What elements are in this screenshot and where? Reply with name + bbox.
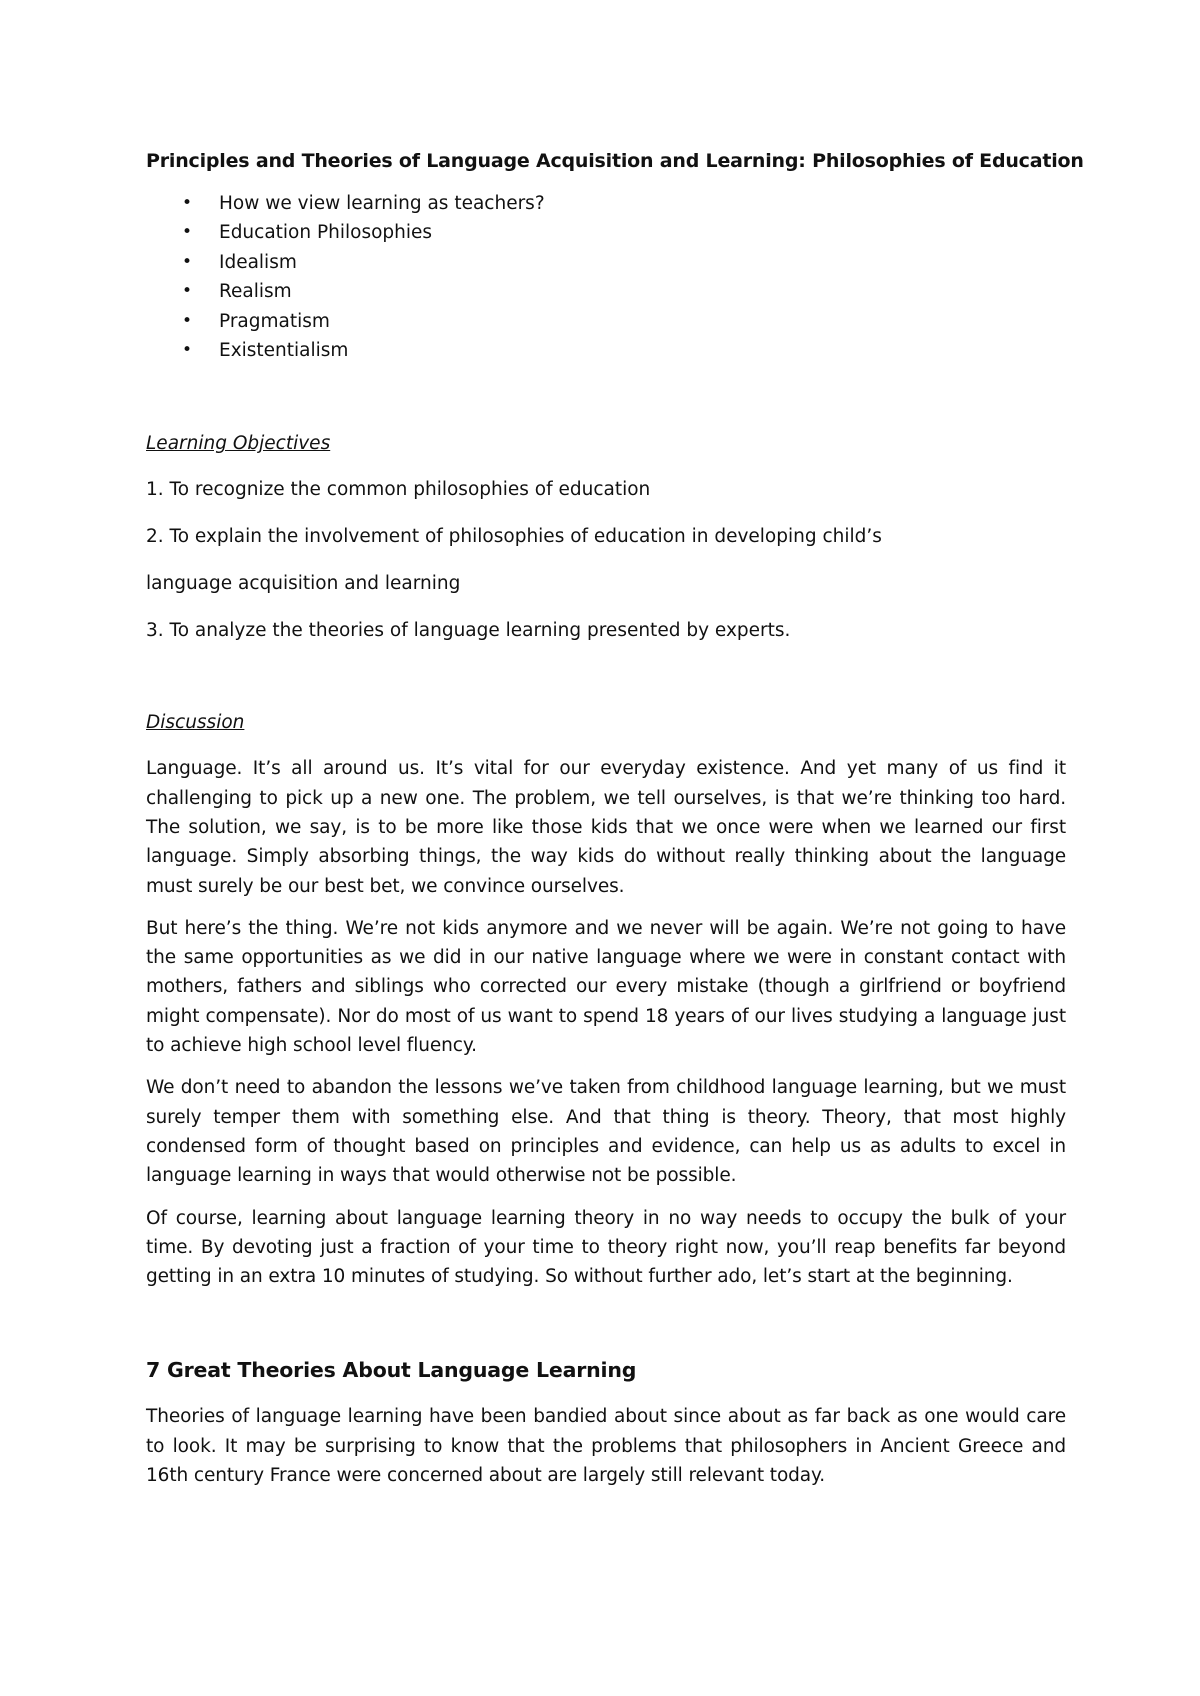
topic-list: [146, 189, 1066, 365]
topic-list-item: [146, 248, 1066, 277]
bullet-icon: •: [182, 310, 193, 331]
topic-list-item: [146, 277, 1066, 306]
bullet-icon: •: [182, 222, 193, 243]
topic-list-item: [146, 189, 1066, 218]
objective-line: 3. To analyze the theories of language learning presented by experts.: [146, 620, 791, 642]
topic-label: Pragmatism: [219, 310, 330, 332]
bullet-icon: •: [182, 251, 193, 272]
bullet-icon: •: [182, 339, 193, 360]
objective-line: language acquisition and learning: [146, 573, 461, 595]
topic-label: Existentialism: [219, 339, 349, 361]
document-body: [146, 148, 1084, 1490]
topic-label: Realism: [219, 281, 292, 303]
objective-line: 1. To recognize the common philosophies of education: [146, 479, 651, 501]
topic-list-item: [146, 218, 1066, 247]
theories-paragraph: Theories of language learning have been bandied about since about as far back as one would care to look. It may be surprising to know that the problems that philosophers in Ancient Greece and 16th century France were concerned about are largely still relevant today.: [146, 1406, 1066, 1486]
theories-heading: 7 Great Theories About Language Learning: [146, 1358, 637, 1383]
learning-objectives-heading: Learning Objectives: [146, 433, 331, 455]
document-title: Principles and Theories of Language Acquisition and Learning: Philosophies of Education: [146, 150, 1084, 172]
topic-label: How we view learning as teachers?: [219, 193, 545, 214]
discussion-heading: Discussion: [146, 712, 245, 734]
discussion-paragraph: We don’t need to abandon the lessons we’ve taken from childhood language learning, but we must surely temper them with something else. And that thing is theory. Theory, that most highly condensed form of thought based on principles and evidence, can help us as adults to excel in language learning in ways that would otherwise not be possible.: [146, 1077, 1066, 1187]
discussion-paragraph: But here’s the thing. We’re not kids anymore and we never will be again. We’re not going to have the same opportunities as we did in our native language where we were in constant contact with mothers, fathers and siblings who corrected our every mistake (though a girlfriend or boyfriend might compensate). Nor do most of us want to spend 18 years of our lives studying a language just to achieve high school level fluency.: [146, 917, 1066, 1057]
discussion-paragraph: Of course, learning about language learning theory in no way needs to occupy the bulk of your time. By devoting just a fraction of your time to theory right now, you’ll reap benefits far beyond getting in an extra 10 minutes of studying. So without further ado, let’s start at the beginning.: [146, 1207, 1066, 1288]
topic-list-item: [146, 307, 1066, 336]
topic-label: Education Philosophies: [219, 222, 433, 244]
topic-list-item: [146, 336, 1066, 365]
topic-label: Idealism: [219, 251, 297, 273]
objective-line: 2. To explain the involvement of philosophies of education in developing child’s: [146, 526, 882, 548]
discussion-paragraph: Language. It’s all around us. It’s vital for our everyday existence. And yet many of us find it challenging to pick up a new one. The problem, we tell ourselves, is that we’re thinking too hard. The solution, we say, is to be more like those kids that we once were when we learned our first language. Simply absorbing things, the way kids do without really thinking about the language must surely be our best bet, we convince ourselves.: [146, 758, 1066, 897]
bullet-icon: •: [182, 193, 193, 213]
bullet-icon: •: [182, 281, 193, 302]
